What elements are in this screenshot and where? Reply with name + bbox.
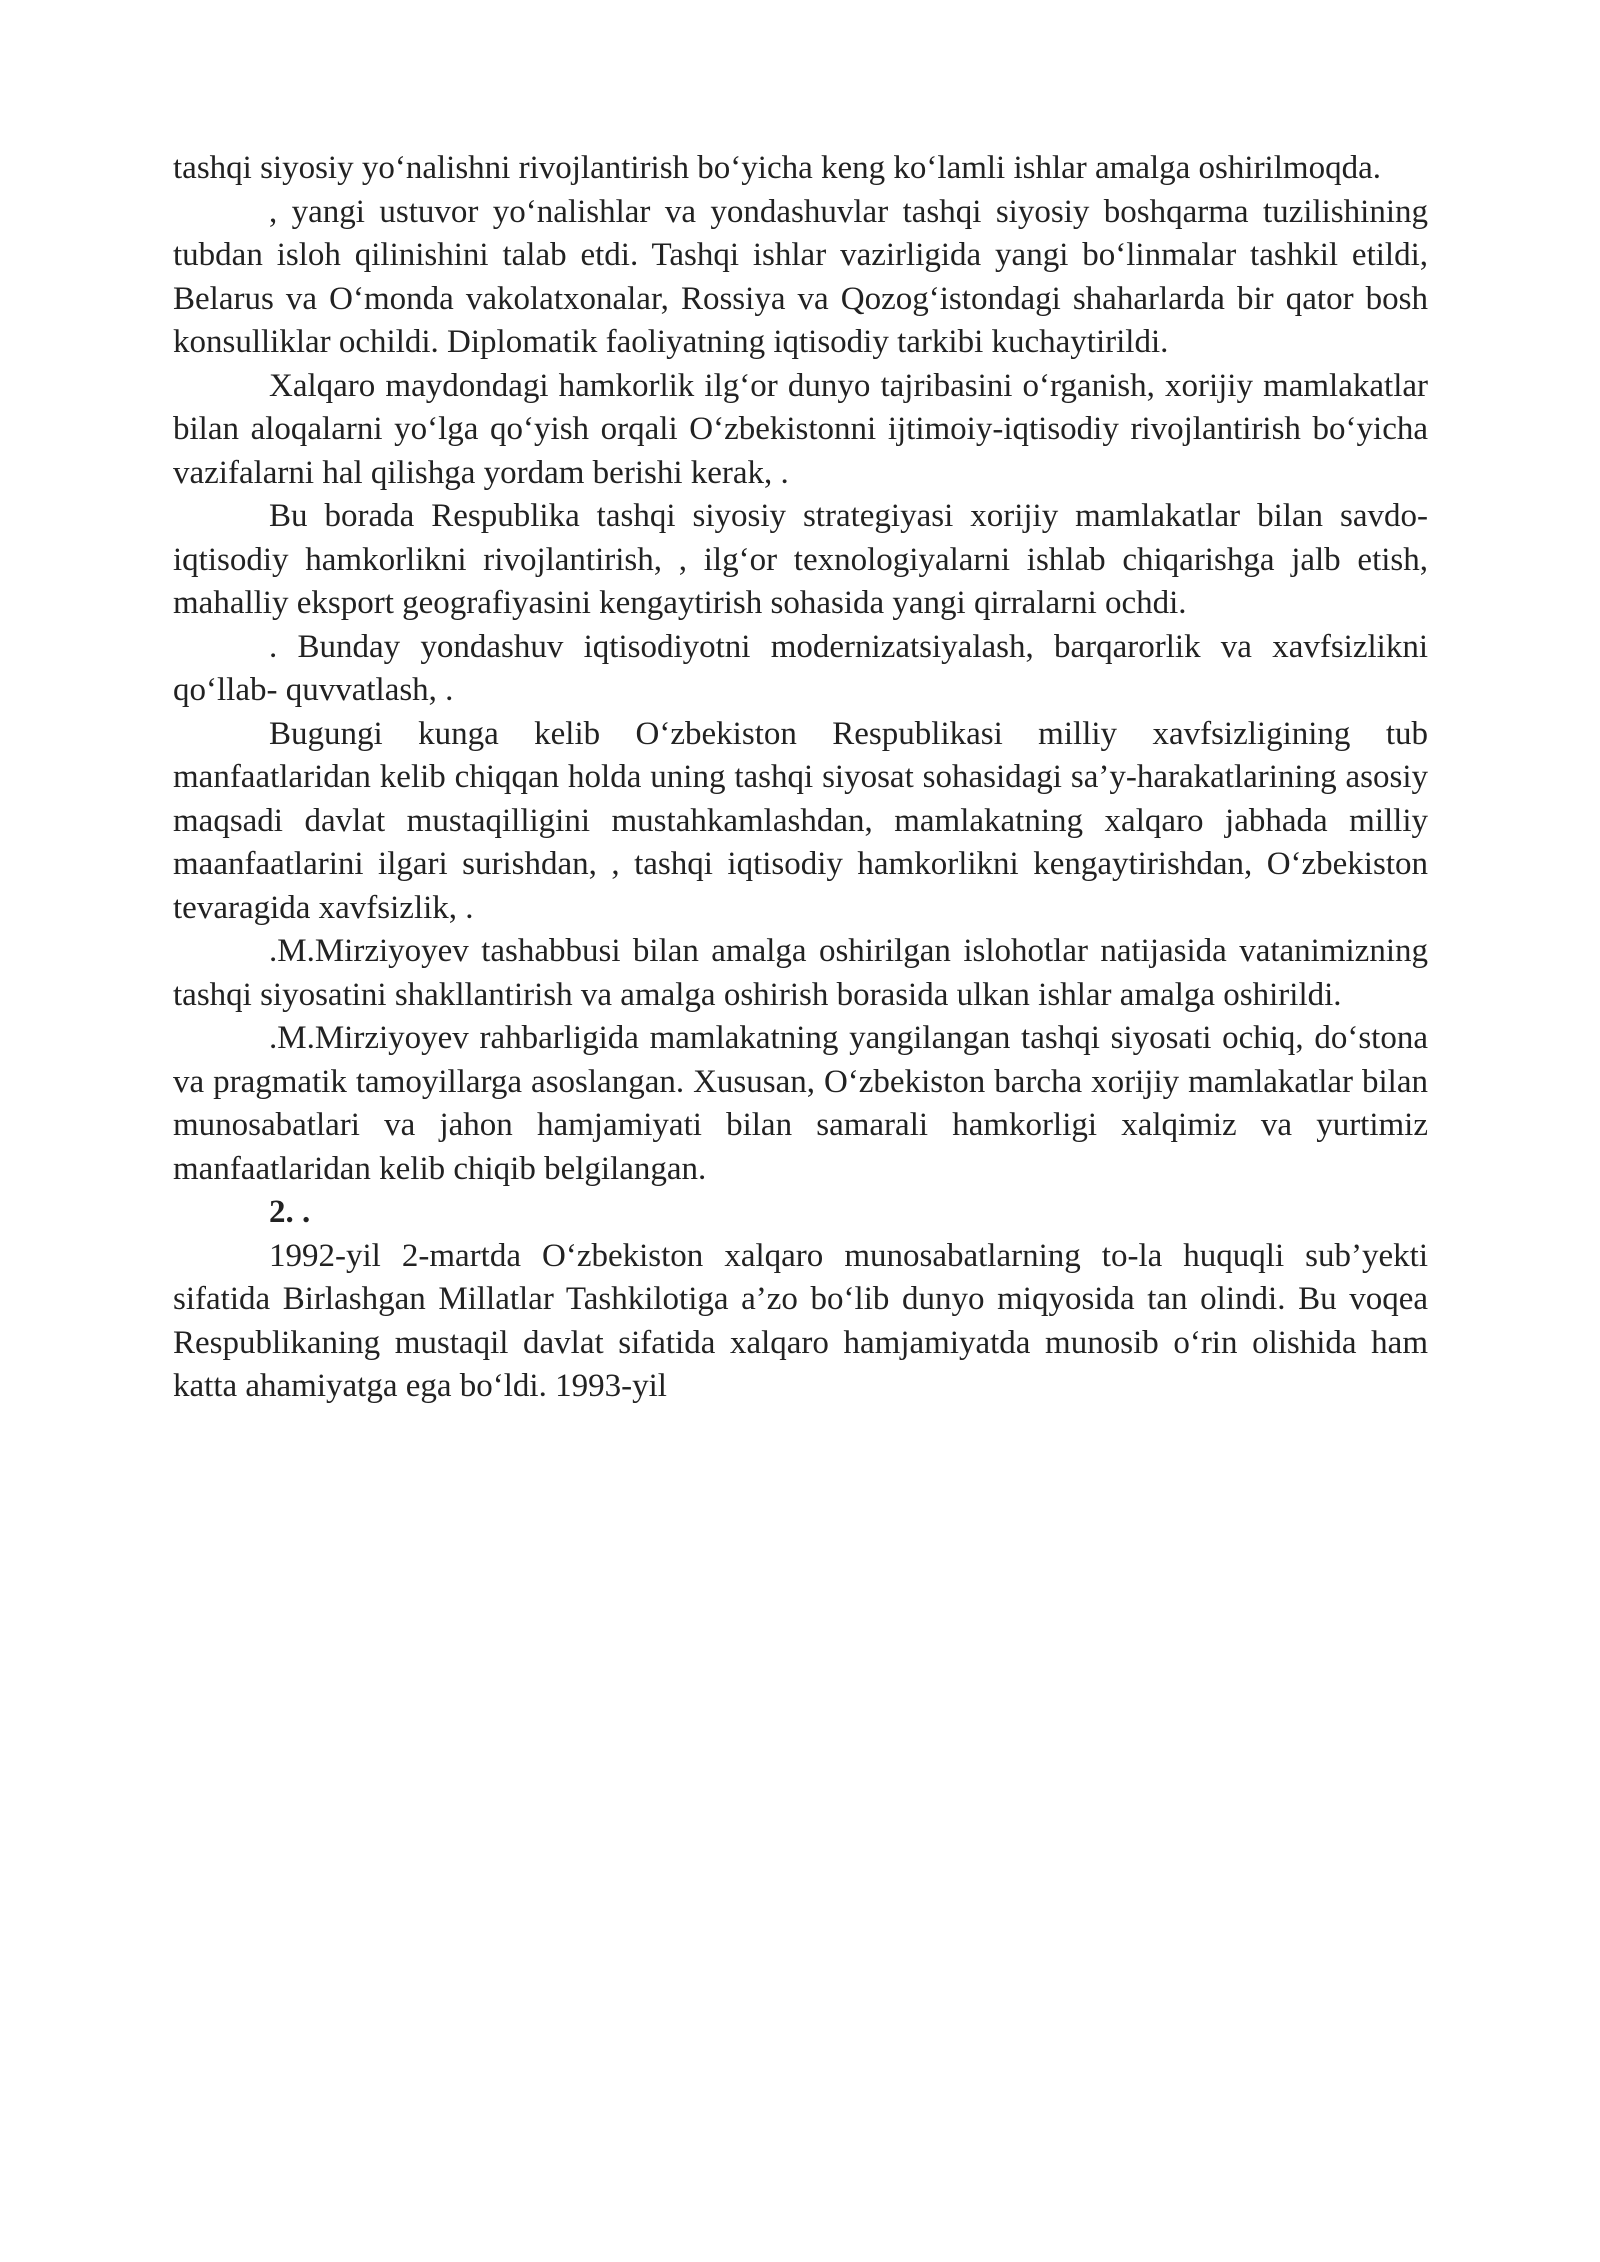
paragraph: Bu borada Respublika tashqi siyosiy strategiyasi xorijiy mamlakatlar bilan savdo-iqtisodiy hamkorlikni rivojlantirish, , ilg‘or texnologiyalarni ishlab chiqarishga jalb etish, mahalliy eksport geografiyasini kengaytirish sohasida yangi qirralarni ochdi. xyxy=(173,498,1428,621)
paragraph: .M.Mirziyoyev rahbarligida mamlakatning yangilangan tashqi siyosati ochiq, do‘stona va pragmatik tamoyillarga asoslangan. Xususan, O‘zbekiston barcha xorijiy mamlakatlar bilan munosabatlari va jahon hamjamiyati bilan samarali hamkorligi xalqimiz va yurtimiz manfaatlaridan kelib chiqib belgilangan. xyxy=(173,1020,1428,1187)
paragraph: 1992-yil 2-martda O‘zbekiston xalqaro munosabatlarning to-la huquqli sub’yekti sifatida Birlashgan Millatlar Tashkilotiga a’zo bo‘lib dunyo miqyosida tan olindi. Bu voqea Respublikaning mustaqil davlat sifatida xalqaro hamjamiyatda munosib o‘rin olishida ham katta ahamiyatga ega bo‘ldi. 1993-yil xyxy=(173,1237,1428,1404)
document-page xyxy=(173,147,1428,1409)
paragraph-continuation: tashqi siyosiy yo‘nalishni rivojlantirish bo‘yicha keng ko‘lamli ishlar amalga oshirilmoqda. xyxy=(173,150,1381,186)
section-heading: 2. . xyxy=(269,1194,311,1230)
paragraph: , yangi ustuvor yo‘nalishlar va yondashuvlar tashqi siyosiy boshqarma tuzilishining tubdan isloh qilinishini talab etdi. Tashqi ishlar vazirligida yangi bo‘linmalar tashkil etildi, Belarus va O‘monda vakolatxonalar, Rossiya va Qozog‘istondagi shaharlarda bir qator bosh konsulliklar ochildi. Diplomatik faoliyatning iqtisodiy tarkibi kuchaytirildi. xyxy=(173,193,1428,360)
paragraph: Bugungi kunga kelib O‘zbekiston Respublikasi milliy xavfsizligining tub manfaatlaridan kelib chiqqan holda uning tashqi siyosat sohasidagi sa’y-harakatlarining asosiy maqsadi davlat mustaqilligini mustahkamlashdan, mamlakatning xalqaro jabhada milliy maanfaatlarini ilgari surishdan, , tashqi iqtisodiy hamkorlikni kengaytirishdan, O‘zbekiston tevaragida xavfsizlik, . xyxy=(173,715,1428,926)
paragraph: . Bunday yondashuv iqtisodiyotni modernizatsiyalash, barqarorlik va xavfsizlikni qo‘llab- quvvatlash, . xyxy=(173,628,1428,708)
paragraph: .M.Mirziyoyev tashabbusi bilan amalga oshirilgan islohotlar natijasida vatanimizning tashqi siyosatini shakllantirish va amalga oshirish borasida ulkan ishlar amalga oshirildi. xyxy=(173,933,1428,1013)
paragraph: Xalqaro maydondagi hamkorlik ilg‘or dunyo tajribasini o‘rganish, xorijiy mamlakatlar bilan aloqalarni yo‘lga qo‘yish orqali O‘zbekistonni ijtimoiy-iqtisodiy rivojlantirish bo‘yicha vazifalarni hal qilishga yordam berishi kerak, . xyxy=(173,367,1428,491)
